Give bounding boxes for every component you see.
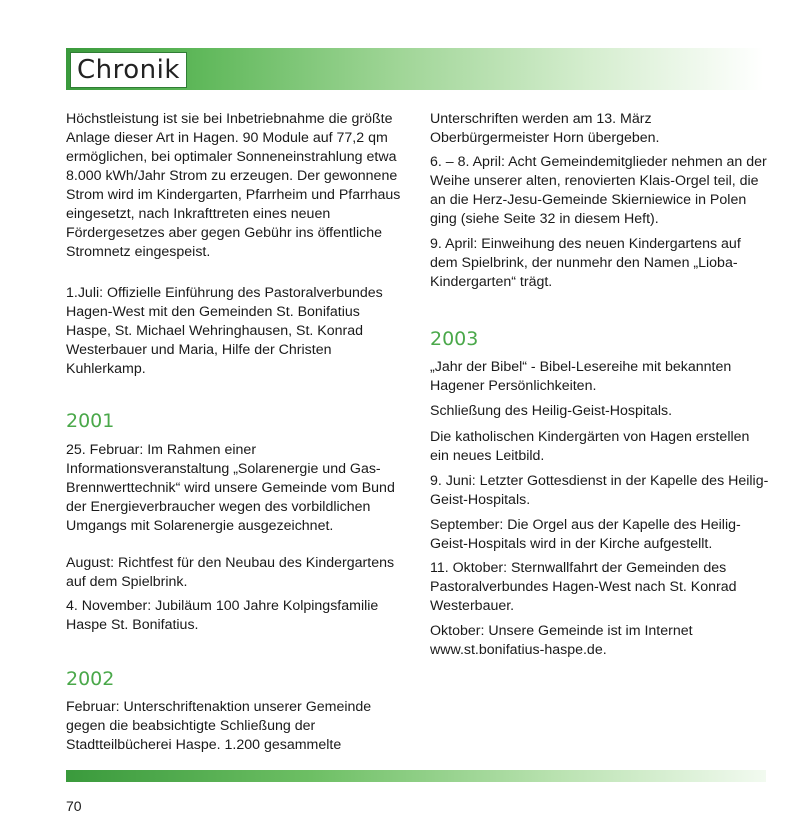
left-paragraph-februar-2001: 25. Februar: Im Rahmen einer Informationsveranstaltung „Solarenergie und Gas-Brennwerttechnik“ wird unsere Gemeinde vom Bund der Energieverbraucher wegen des vorbildlichen Umgangs mit Solarenergie ausgezeichnet. <box>66 442 395 534</box>
left-paragraph-november-2001: 4. November: Jubiläum 100 Jahre Kolpingsfamilie Haspe St. Bonifatius. <box>66 598 379 633</box>
page-number: 70 <box>66 798 82 814</box>
year-heading-2001: 2001 <box>66 410 115 432</box>
right-paragraph-oktober-internet: Oktober: Unsere Gemeinde ist im Internet www.st.bonifatius-haspe.de. <box>430 623 693 658</box>
right-paragraph-oktober-sternwallfahrt: 11. Oktober: Sternwallfahrt der Gemeinden des Pastoralverbundes Hagen-West nach St. Konrad Westerbauer. <box>430 560 737 614</box>
left-paragraph-solar: Höchstleistung ist sie bei Inbetriebnahme die größte Anlage dieser Art in Hagen. 90 Module auf 77,2 qm ermöglichen, bei optimaler Sonneneinstrahlung etwa 8.000 kWh/Jahr Strom zu erzeugen. Der gewonnene Strom wird im Kindergarten, Pfarrheim und Pfarrhaus eingesetzt, nach Inkrafttreten eines neuen Fördergesetzes aber gegen Gebühr ins öffentliche Stromnetz eingespeist. <box>66 111 401 260</box>
right-paragraph-jahr-der-bibel: „Jahr der Bibel“ - Bibel-Lesereihe mit bekannten Hagener Persönlichkeiten. <box>430 359 732 394</box>
footer-gradient-bar <box>66 770 766 782</box>
right-paragraph-unterschriften: Unterschriften werden am 13. März Oberbürgermeister Horn übergeben. <box>430 111 660 146</box>
right-paragraph-juni: 9. Juni: Letzter Gottesdienst in der Kapelle des Heilig-Geist-Hospitals. <box>430 473 769 508</box>
right-paragraph-september: September: Die Orgel aus der Kapelle des Heilig-Geist-Hospitals wird in der Kirche aufgestellt. <box>430 517 741 552</box>
right-paragraph-april-kindergarten: 9. April: Einweihung des neuen Kindergartens auf dem Spielbrink, der nunmehr den Namen „Lioba-Kindergarten“ trägt. <box>430 236 741 290</box>
left-paragraph-februar-2002: Februar: Unterschriftenaktion unserer Gemeinde gegen die beabsichtigte Schließung der Stadtteilbücherei Haspe. 1.200 gesammelte <box>66 699 372 753</box>
left-paragraph-august-2001: August: Richtfest für den Neubau des Kindergartens auf dem Spielbrink. <box>66 555 395 590</box>
left-paragraph-pastoralverbund: 1.Juli: Offizielle Einführung des Pastoralverbundes Hagen-West mit den Gemeinden St. Bonifatius Haspe, St. Michael Wehringhausen, St. Konrad Westerbauer und Maria, Hilfe der Christen Kuhlerkamp. <box>66 285 383 377</box>
right-paragraph-schliessung: Schließung des Heilig-Geist-Hospitals. <box>430 403 673 419</box>
year-heading-2003: 2003 <box>430 328 479 350</box>
page-title: Chronik <box>70 52 187 88</box>
right-paragraph-april-orgel: 6. – 8. April: Acht Gemeindemitglieder nehmen an der Weihe unserer alten, renovierten Klais-Orgel teil, die an die Herz-Jesu-Gemeinde Skierniewice in Polen ging (siehe Seite 32 in diesem Heft). <box>430 154 767 227</box>
year-heading-2002: 2002 <box>66 668 115 690</box>
right-paragraph-leitbild: Die katholischen Kindergärten von Hagen erstellen ein neues Leitbild. <box>430 429 750 464</box>
